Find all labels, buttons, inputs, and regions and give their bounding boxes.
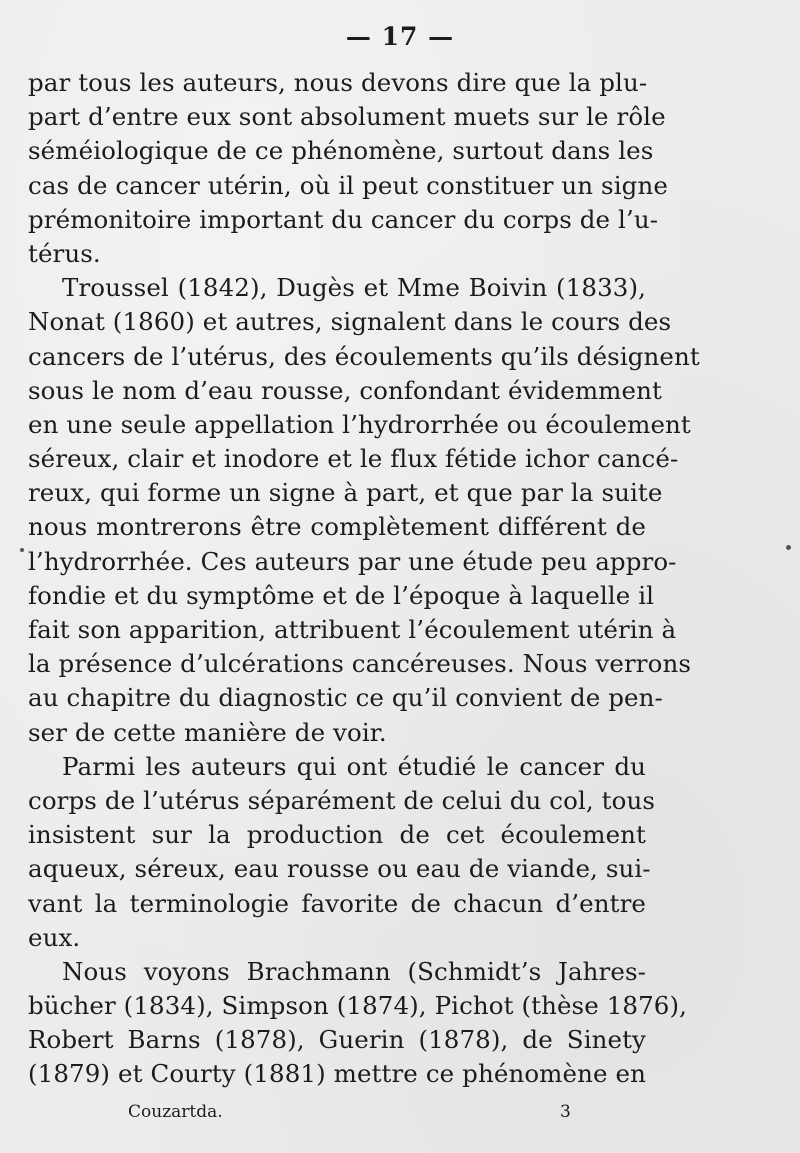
- text-line: sous le nom d’eau rousse, confondant évidemment: [28, 375, 662, 405]
- paragraph-2: [28, 271, 700, 750]
- text-line: Robert Barns (1878), Guerin (1878), de Sinety: [28, 1025, 646, 1055]
- text-line: Nonat (1860) et autres, signalent dans le cours des: [28, 307, 672, 337]
- sheet-number: 3: [560, 1102, 571, 1122]
- text-line: (1879) et Courty (1881) mettre ce phénomène en: [28, 1059, 646, 1089]
- text-line: nous montrerons être complètement différent de: [28, 512, 646, 542]
- ink-speck: [20, 548, 24, 552]
- page-number: — 17 —: [345, 22, 455, 51]
- text-line: corps de l’utérus séparément de celui du col, tous: [28, 785, 656, 815]
- text-line: cas de cancer utérin, où il peut constituer un signe: [28, 170, 668, 200]
- text-line: eux.: [28, 922, 81, 952]
- ink-speck: [786, 545, 791, 550]
- text-line: prémonitoire important du cancer du corps de l’u-: [28, 204, 659, 234]
- text-line: térus.: [28, 238, 101, 268]
- text-line: aqueux, séreux, eau rousse ou eau de viande, sui-: [28, 854, 651, 884]
- page-footer: [0, 1102, 800, 1132]
- text-line: fondie et du symptôme et de l’époque à laquelle il: [28, 580, 655, 610]
- text-line: au chapitre du diagnostic ce qu’il convient de pen-: [28, 683, 663, 713]
- paragraph-3: [28, 750, 656, 955]
- text-line: ser de cette manière de voir.: [28, 717, 387, 747]
- text-line: fait son apparition, attribuent l’écoulement utérin à: [28, 615, 677, 644]
- text-line: Nous voyons Brachmann (Schmidt’s Jahres-: [62, 956, 646, 986]
- text-line: cancers de l’utérus, des écoulements qu’ils désignent: [28, 341, 700, 371]
- text-line: Parmi les auteurs qui ont étudié le cancer du: [62, 751, 646, 781]
- text-line: insistent sur la production de cet écoulement: [28, 820, 646, 850]
- text-line: la présence d’ulcérations cancéreuses. Nous verrons: [28, 649, 692, 679]
- text-line: en une seule appellation l’hydrorrhée ou écoulement: [28, 409, 691, 439]
- text-line: séreux, clair et inodore et le flux fétide ichor cancé-: [28, 444, 679, 474]
- text-line: par tous les auteurs, nous devons dire que la plu-: [28, 68, 648, 97]
- printer-signature: Couzartda.: [128, 1102, 223, 1122]
- body-text: [28, 66, 700, 1092]
- text-line: bücher (1834), Simpson (1874), Pichot (thèse 1876),: [28, 991, 688, 1021]
- text-line: part d’entre eux sont absolument muets sur le rôle: [28, 102, 666, 132]
- paragraph-4: [28, 955, 688, 1092]
- text-line: l’hydrorrhée. Ces auteurs par une étude peu appro-: [28, 546, 677, 576]
- text-line: reux, qui forme un signe à part, et que par la suite: [28, 478, 663, 508]
- text-line: vant la terminologie favorite de chacun d’entre: [28, 888, 646, 918]
- text-line: Troussel (1842), Dugès et Mme Boivin (1833),: [62, 273, 646, 303]
- text-line: séméiologique de ce phénomène, surtout dans les: [28, 136, 654, 166]
- paragraph-1: [28, 66, 668, 271]
